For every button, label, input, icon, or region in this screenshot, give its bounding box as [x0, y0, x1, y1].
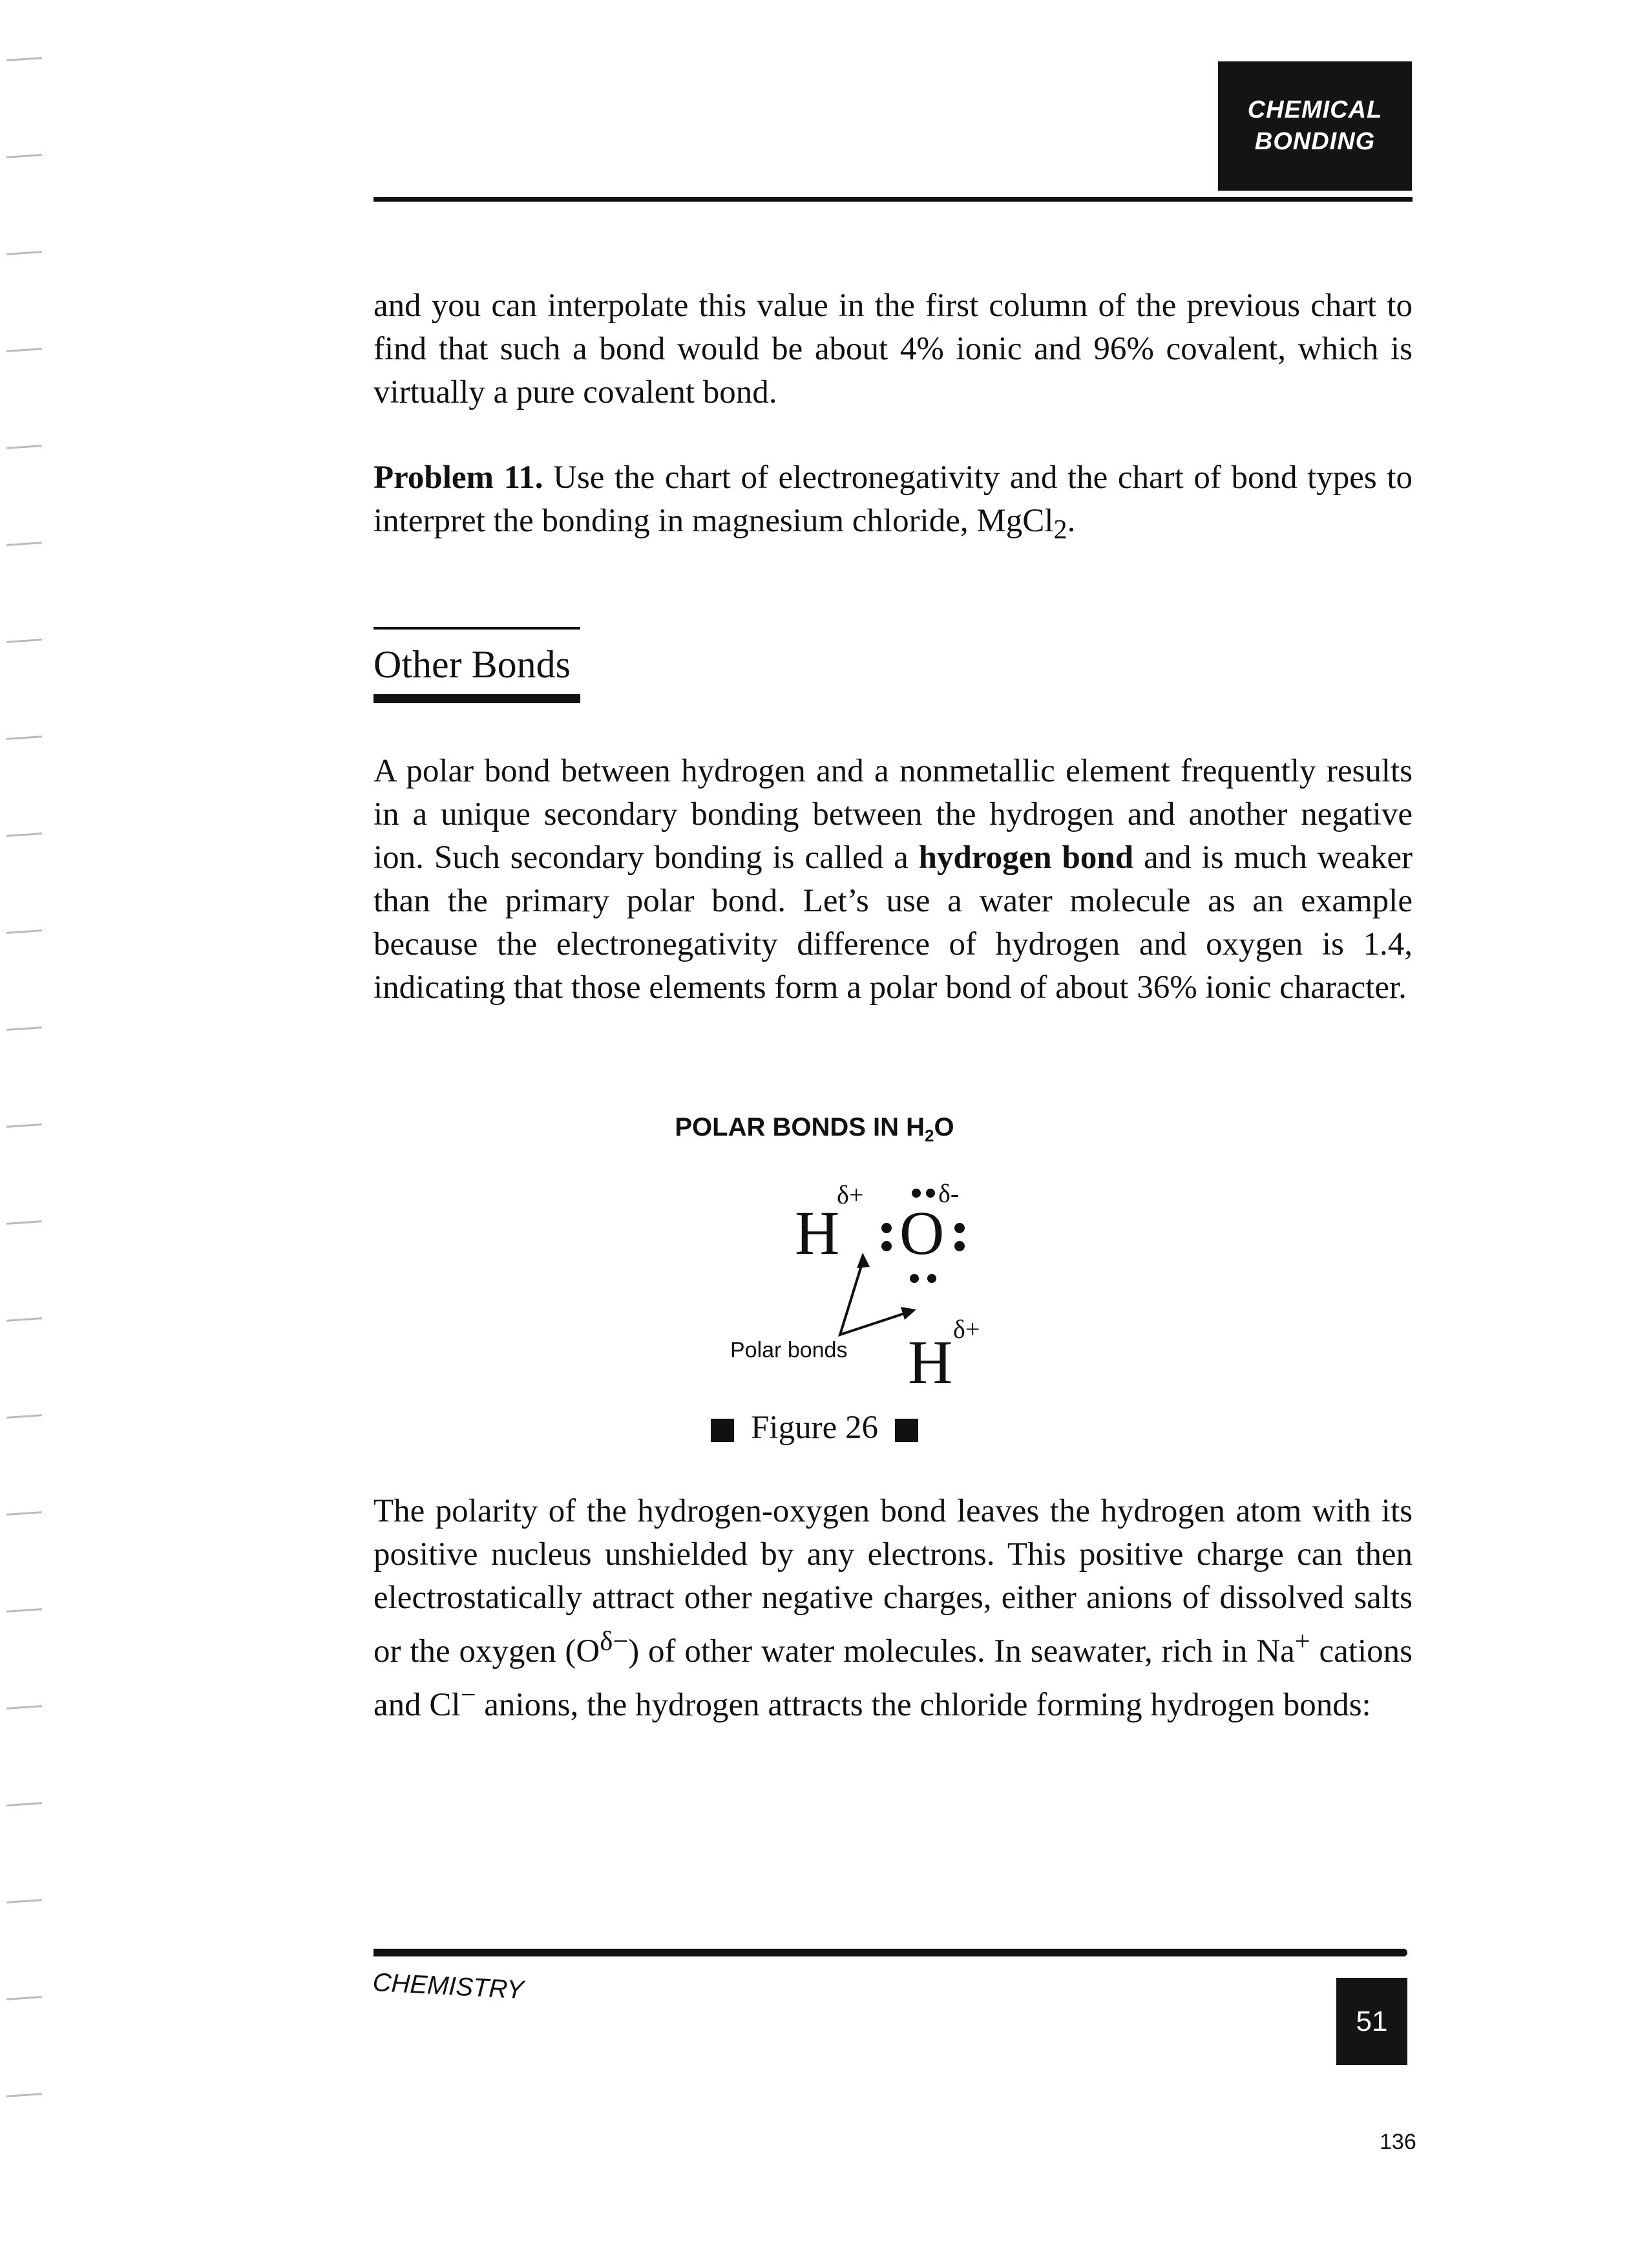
hydrogen-bottom-symbol: H — [908, 1328, 953, 1396]
caption-square-right — [895, 1419, 918, 1442]
problem-subscript: 2 — [1053, 514, 1067, 546]
figure-caption-text: Figure 26 — [751, 1410, 878, 1446]
lone-pair-dot — [954, 1223, 965, 1233]
problem-text-end: . — [1067, 503, 1076, 539]
chapter-tab-line1: CHEMICAL — [1247, 96, 1383, 123]
caption-square-left — [711, 1419, 734, 1442]
header-rule — [373, 197, 1413, 202]
pointer-arrowhead-top — [857, 1253, 870, 1268]
problem-label: Problem 11. — [373, 460, 543, 496]
paragraph-polarity-part3: cations and Cl — [373, 1633, 1413, 1723]
chapter-tab — [1218, 61, 1412, 191]
figure-title-end: O — [934, 1113, 954, 1141]
figure-title — [0, 1113, 1629, 1146]
chapter-tab-line2: BONDING — [1254, 128, 1376, 155]
paragraph-polar-bond — [373, 750, 1413, 1010]
section-title: Other Bonds — [373, 643, 571, 686]
page-number: 51 — [1336, 1978, 1407, 2065]
paragraph-polarity-part1: The polarity of the hydrogen-oxygen bond leaves the hydrogen atom with its positive nucleus unshielded by any electrons. This positive charge can then electrostatically attract other negative charges, either anions of dissolved salts or the oxygen (O — [373, 1493, 1413, 1669]
lone-pair-dot — [912, 1189, 921, 1198]
section-rule-thin — [373, 627, 580, 630]
figure-title-main: POLAR BONDS IN H — [675, 1113, 925, 1141]
hydrogen-bottom-charge: δ+ — [953, 1315, 980, 1344]
figure-caption — [0, 1409, 1629, 1447]
figure-title-sub: 2 — [925, 1126, 934, 1145]
oxygen-symbol: O — [899, 1198, 945, 1267]
hydrogen-top-symbol: H — [795, 1198, 840, 1267]
problem-text: Use the chart of electronegativity and the chart of bond types to interpret the bonding in magnesium chloride, MgCl — [373, 460, 1413, 539]
paragraph-polarity-part4: anions, the hydrogen attracts the chloride forming hydrogen bonds: — [476, 1687, 1371, 1723]
paragraph-polarity-part2: ) of other water molecules. In seawater, rich in Na — [628, 1633, 1295, 1669]
lone-pair-dot — [954, 1241, 965, 1251]
pointer-arrowhead-bottom — [901, 1307, 916, 1320]
oxygen-partial-charge: δ− — [600, 1626, 629, 1657]
water-lewis-diagram — [711, 1163, 1098, 1396]
sodium-charge: + — [1294, 1626, 1310, 1657]
hydrogen-bond-term: hydrogen bond — [918, 840, 1134, 876]
lone-pair-dot — [927, 1274, 936, 1283]
section-heading — [373, 627, 580, 703]
lone-pair-dot — [910, 1274, 919, 1283]
footer-label: CHEMISTRY — [372, 1968, 525, 2005]
paragraph-interpolate: and you can interpolate this value in the first column of the previous chart to find that such a bond would be about 4% ionic and 96% covalent, which is virtually a pure covalent bond. — [373, 288, 1413, 410]
paragraph-polar-bond-part2: and is much weaker than the primary polar bond. Let’s use a water molecule as an example because the electronegativity difference of hydrogen and oxygen is 1.4, indicating that those elements form a polar bond of about 36% ionic character. — [373, 840, 1413, 1006]
hydrogen-top-charge: δ+ — [837, 1180, 864, 1209]
scan-page-number: 136 — [1380, 2130, 1416, 2154]
section-rule-thick — [373, 694, 580, 703]
problem-11 — [373, 456, 1413, 551]
lone-pair-dot — [926, 1189, 935, 1198]
oxygen-charge: δ- — [938, 1179, 960, 1208]
polar-bond-pointer — [840, 1262, 905, 1335]
paragraph-polar-bond-part1: A polar bond between hydrogen and a nonmetallic element frequently results in a unique secondary bonding between the hydrogen and another negative ion. Such secondary bonding is called a — [373, 753, 1413, 876]
lone-pair-dot — [881, 1241, 892, 1251]
footer-rule — [373, 1949, 1407, 1956]
paragraph-polarity — [373, 1490, 1413, 1727]
chloride-charge: − — [460, 1680, 476, 1710]
lone-pair-dot — [881, 1223, 892, 1233]
polar-bonds-label: Polar bonds — [730, 1338, 848, 1362]
